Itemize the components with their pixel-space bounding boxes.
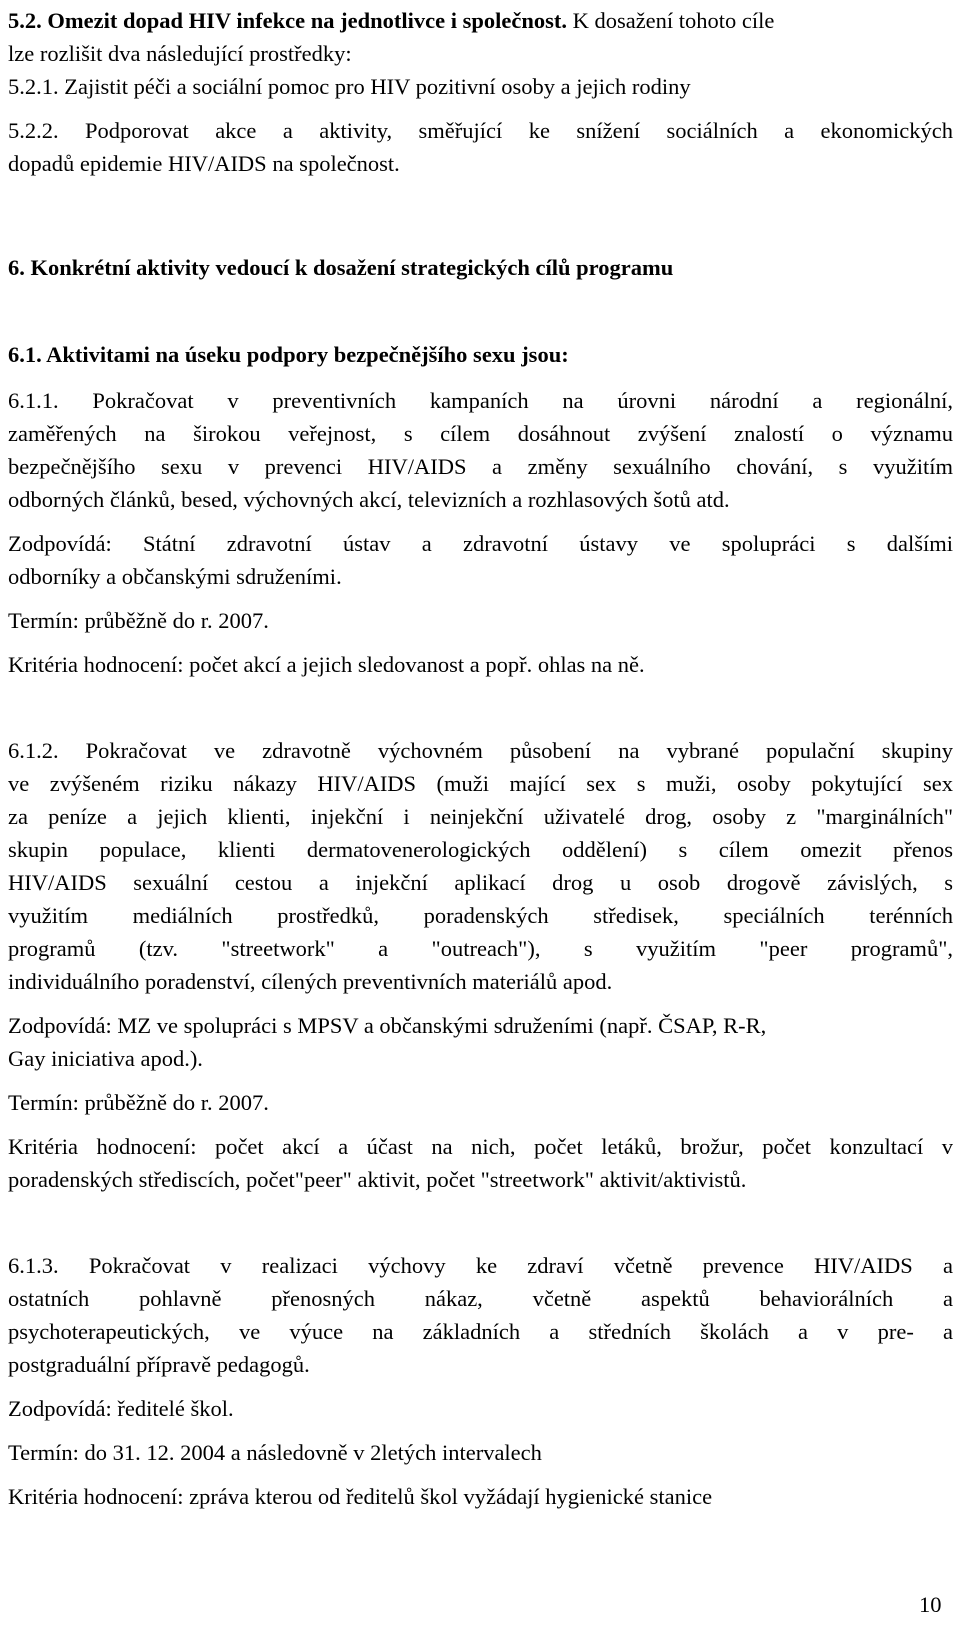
item-6-1-1-line4: odborných článků, besed, výchovných akcí, televizních a rozhlasových šotů atd. — [8, 487, 730, 512]
item-6-1-2-line7: programů (tzv. "streetwork" a "outreach"), s využitím "peer programů", — [8, 936, 953, 961]
item-6-1-2-responsible-line2: Gay iniciativa apod.). — [8, 1046, 203, 1071]
item-6-1-3-line3: psychoterapeutických, ve výuce na základních a středních školách a v pre- a — [8, 1319, 953, 1344]
item-5-2-2-line2: dopadů epidemie HIV/AIDS na společnost. — [8, 151, 400, 176]
section-6-heading: 6. Konkrétní aktivity vedoucí k dosažení strategických cílů programu — [8, 255, 674, 280]
item-6-1-1-line2: zaměřených na širokou veřejnost, s cílem dosáhnout zvýšení znalostí o významu — [8, 421, 953, 446]
section-5-2-intro-line2: lze rozlišit dva následující prostředky: — [8, 41, 352, 66]
item-6-1-1-responsible-line1: Zodpovídá: Státní zdravotní ústav a zdravotní ústavy ve spolupráci s dalšími — [8, 531, 953, 556]
item-6-1-3-responsible: Zodpovídá: ředitelé škol. — [8, 1396, 234, 1421]
item-6-1-2-deadline: Termín: průběžně do r. 2007. — [8, 1090, 269, 1115]
item-6-1-3-line2: ostatních pohlavně přenosných nákaz, včetně aspektů behaviorálních a — [8, 1286, 953, 1311]
section-5-2-title: 5.2. Omezit dopad HIV infekce na jednotlivce i společnost. — [8, 8, 567, 33]
item-6-1-2-line1: 6.1.2. Pokračovat ve zdravotně výchovném působení na vybrané populační skupiny — [8, 738, 953, 763]
item-6-1-1-responsible-line2: odborníky a občanskými sdruženími. — [8, 564, 342, 589]
item-6-1-2-line8: individuálního poradenství, cílených preventivních materiálů apod. — [8, 969, 613, 994]
item-5-2-1: 5.2.1. Zajistit péči a sociální pomoc pro HIV pozitivní osoby a jejich rodiny — [8, 74, 691, 99]
section-5-2-heading — [8, 4, 774, 37]
item-6-1-2-line6: využitím mediálních prostředků, poradenských středisek, speciálních terénních — [8, 903, 953, 928]
item-6-1-2-line5: HIV/AIDS sexuální cestou a injekční aplikací drog u osob drogově závislých, s — [8, 870, 953, 895]
page-number: 10 — [919, 1592, 942, 1617]
item-6-1-1-deadline: Termín: průběžně do r. 2007. — [8, 608, 269, 633]
section-5-2-intro: K dosažení tohoto cíle — [566, 8, 775, 33]
item-6-1-1-line1: 6.1.1. Pokračovat v preventivních kampaních na úrovni národní a regionální, — [8, 388, 953, 413]
item-6-1-2-line4: skupin populace, klienti dermatovenerologických oddělení) s cílem omezit přenos — [8, 837, 953, 862]
item-6-1-2-criteria-line2: poradenských střediscích, počet"peer" aktivit, počet "streetwork" aktivit/aktivistů. — [8, 1167, 747, 1192]
item-6-1-1-criteria: Kritéria hodnocení: počet akcí a jejich sledovanost a popř. ohlas na ně. — [8, 652, 645, 677]
item-6-1-3-deadline: Termín: do 31. 12. 2004 a následovně v 2letých intervalech — [8, 1440, 542, 1465]
section-6-1-heading: 6.1. Aktivitami na úseku podpory bezpečnějšího sexu jsou: — [8, 342, 569, 367]
item-6-1-3-line1: 6.1.3. Pokračovat v realizaci výchovy ke zdraví včetně prevence HIV/AIDS a — [8, 1253, 953, 1278]
item-6-1-3-criteria: Kritéria hodnocení: zpráva kterou od ředitelů škol vyžádají hygienické stanice — [8, 1484, 713, 1509]
item-5-2-2-line1: 5.2.2. Podporovat akce a aktivity, směřující ke snížení sociálních a ekonomických — [8, 118, 953, 143]
item-6-1-2-responsible-line1: Zodpovídá: MZ ve spolupráci s MPSV a občanskými sdruženími (např. ČSAP, R-R, — [8, 1013, 767, 1038]
item-6-1-2-criteria-line1: Kritéria hodnocení: počet akcí a účast na nich, počet letáků, brožur, počet konzultací v — [8, 1134, 953, 1159]
item-6-1-3-line4: postgraduální přípravě pedagogů. — [8, 1352, 310, 1377]
item-6-1-1-line3: bezpečnějšího sexu v prevenci HIV/AIDS a změny sexuálního chování, s využitím — [8, 454, 953, 479]
item-6-1-2-line3: za peníze a jejich klienti, injekční i neinjekční uživatelé drog, osoby z "marginálních" — [8, 804, 953, 829]
item-6-1-2-line2: ve zvýšeném riziku nákazy HIV/AIDS (muži mající sex s muži, osoby pokytující sex — [8, 771, 953, 796]
